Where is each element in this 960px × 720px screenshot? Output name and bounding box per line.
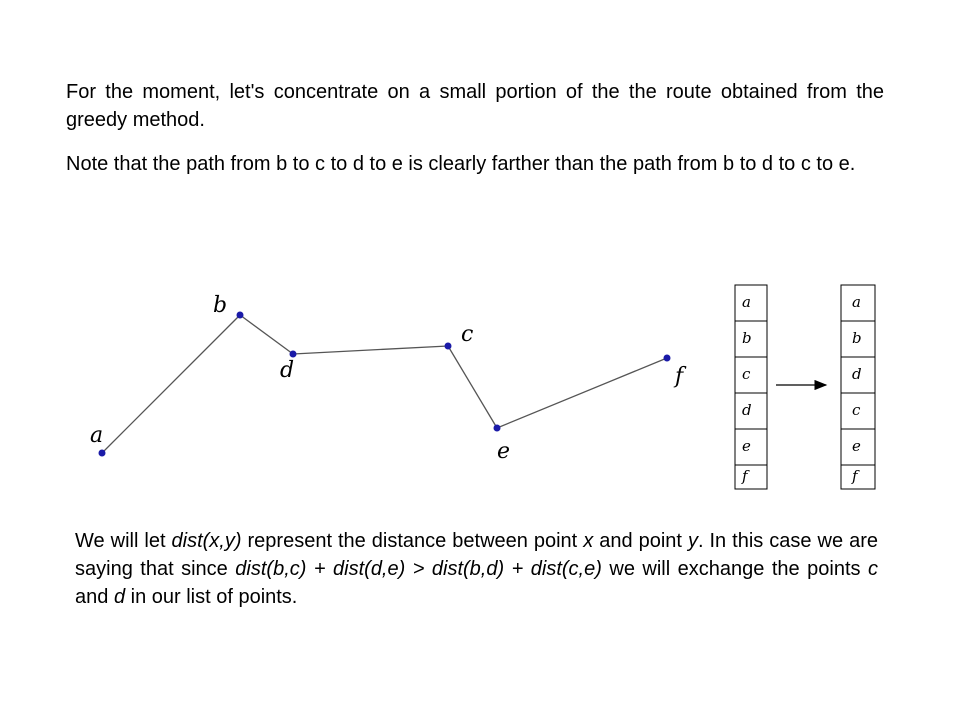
note-paragraph: Note that the path from b to c to d to e is clearly farther than the path from b to d to c to e. <box>66 153 856 175</box>
point-b <box>237 312 244 319</box>
var-c: c <box>868 558 878 580</box>
segment-c-e <box>448 346 497 428</box>
segment-a-b <box>102 315 240 453</box>
point-label-d: d <box>280 358 295 383</box>
intro-paragraph: For the moment, let's concentrate on a small portion of the the route obtained from the greedy method. <box>66 81 884 131</box>
point-label-f: f <box>675 364 684 389</box>
explanation-text: and point <box>593 530 688 552</box>
point-label-e: e <box>497 439 511 464</box>
list-after-cell <box>841 465 875 489</box>
point-label-a: a <box>90 423 104 448</box>
segment-e-f <box>497 358 667 428</box>
dist-function: dist(x,y) <box>171 530 242 552</box>
list-after-item: a <box>852 293 861 311</box>
point-label-c: c <box>461 322 474 347</box>
point-f <box>664 355 671 362</box>
inequality: dist(b,c) + dist(d,e) > dist(b,d) + dist(c,e) <box>235 558 602 580</box>
list-after <box>841 285 875 489</box>
var-y: y <box>687 530 698 552</box>
route-path <box>102 315 667 453</box>
list-before-item: e <box>742 437 751 455</box>
list-before-cell <box>735 465 767 489</box>
list-after-item: e <box>852 437 861 455</box>
list-before-cell <box>735 285 767 321</box>
list-before-item: d <box>742 401 752 419</box>
list-before-item: b <box>742 329 752 347</box>
explanation-paragraph <box>75 527 878 611</box>
list-before-cell <box>735 357 767 393</box>
point-label-b: b <box>213 293 228 318</box>
var-d: d <box>113 586 126 608</box>
point-c <box>445 343 452 350</box>
explanation-text: and <box>75 586 114 608</box>
point-a <box>99 450 106 457</box>
point-e <box>494 425 501 432</box>
segment-d-c <box>293 346 448 354</box>
explanation-text: We will let <box>75 530 172 552</box>
list-before-item: a <box>742 293 751 311</box>
point-d <box>290 351 297 358</box>
explanation-text: represent the distance between point <box>241 530 584 552</box>
explanation-text: in our list of points. <box>125 586 298 608</box>
list-before-cell <box>735 429 767 465</box>
segment-b-d <box>240 315 293 354</box>
list-before-item: c <box>742 365 751 383</box>
list-after-item: b <box>852 329 862 347</box>
list-after-item: f <box>852 467 858 485</box>
list-before-item: f <box>742 467 748 485</box>
explanation-text: . In this case we are saying that since <box>75 530 878 580</box>
explanation-text: we will exchange the points <box>601 558 868 580</box>
list-before <box>735 285 767 489</box>
var-x: x <box>583 530 594 552</box>
list-after-item: d <box>852 365 862 383</box>
list-after-item: c <box>852 401 861 419</box>
